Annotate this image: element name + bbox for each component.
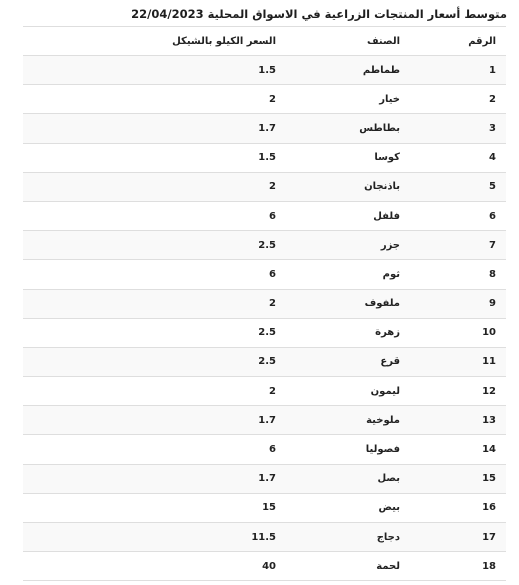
row-item: فصوليا	[286, 435, 410, 464]
row-item: لحمة	[286, 552, 410, 581]
table-row	[23, 523, 506, 552]
row-item: خيار	[286, 85, 410, 114]
table-row	[23, 85, 506, 114]
row-price: 2	[23, 377, 286, 406]
page-title: متوسط أسعار المنتجات الزراعية في الاسواق المحلية 22/04/2023	[131, 7, 507, 21]
row-item: بصل	[286, 464, 410, 493]
row-number: 15	[410, 464, 506, 493]
row-item: زهرة	[286, 318, 410, 347]
row-number: 11	[410, 347, 506, 376]
row-number: 6	[410, 201, 506, 230]
row-number: 17	[410, 523, 506, 552]
row-price: 2	[23, 85, 286, 114]
row-item: جزر	[286, 231, 410, 260]
table-row	[23, 493, 506, 522]
header-item: الصنف	[286, 27, 410, 56]
row-price: 1.7	[23, 464, 286, 493]
table-row	[23, 464, 506, 493]
row-price: 6	[23, 435, 286, 464]
row-number: 7	[410, 231, 506, 260]
table-row	[23, 435, 506, 464]
table-row	[23, 201, 506, 230]
row-price: 1.7	[23, 114, 286, 143]
row-item: بيض	[286, 493, 410, 522]
row-price: 11.5	[23, 523, 286, 552]
table-row	[23, 231, 506, 260]
row-price: 1.5	[23, 56, 286, 85]
row-price: 40	[23, 552, 286, 581]
row-number: 13	[410, 406, 506, 435]
row-number: 12	[410, 377, 506, 406]
row-number: 9	[410, 289, 506, 318]
row-price: 15	[23, 493, 286, 522]
table-row	[23, 377, 506, 406]
row-price: 2	[23, 172, 286, 201]
table-row	[23, 552, 506, 581]
header-price: السعر الكيلو بالشيكل	[23, 27, 286, 56]
table-row	[23, 318, 506, 347]
table-row	[23, 143, 506, 172]
row-number: 1	[410, 56, 506, 85]
row-price: 2.5	[23, 231, 286, 260]
row-price: 2.5	[23, 318, 286, 347]
row-price: 2.5	[23, 347, 286, 376]
table-row	[23, 114, 506, 143]
header-number: الرقم	[410, 27, 506, 56]
table-row	[23, 289, 506, 318]
row-number: 5	[410, 172, 506, 201]
row-number: 8	[410, 260, 506, 289]
row-number: 10	[410, 318, 506, 347]
row-item: قرع	[286, 347, 410, 376]
table-row	[23, 406, 506, 435]
row-item: فلفل	[286, 201, 410, 230]
row-number: 18	[410, 552, 506, 581]
row-number: 14	[410, 435, 506, 464]
table-header-row	[23, 27, 506, 56]
row-item: كوسا	[286, 143, 410, 172]
row-item: طماطم	[286, 56, 410, 85]
row-item: ملفوف	[286, 289, 410, 318]
table-row	[23, 347, 506, 376]
row-price: 2	[23, 289, 286, 318]
price-table	[23, 26, 506, 581]
row-item: بطاطس	[286, 114, 410, 143]
row-item: ثوم	[286, 260, 410, 289]
row-number: 2	[410, 85, 506, 114]
row-item: ليمون	[286, 377, 410, 406]
row-item: باذنجان	[286, 172, 410, 201]
table-row	[23, 56, 506, 85]
row-number: 16	[410, 493, 506, 522]
row-number: 3	[410, 114, 506, 143]
row-price: 1.5	[23, 143, 286, 172]
table-row	[23, 172, 506, 201]
table-body	[23, 56, 506, 581]
row-number: 4	[410, 143, 506, 172]
row-item: دجاج	[286, 523, 410, 552]
row-price: 1.7	[23, 406, 286, 435]
row-price: 6	[23, 260, 286, 289]
row-item: ملوخية	[286, 406, 410, 435]
row-price: 6	[23, 201, 286, 230]
table-row	[23, 260, 506, 289]
